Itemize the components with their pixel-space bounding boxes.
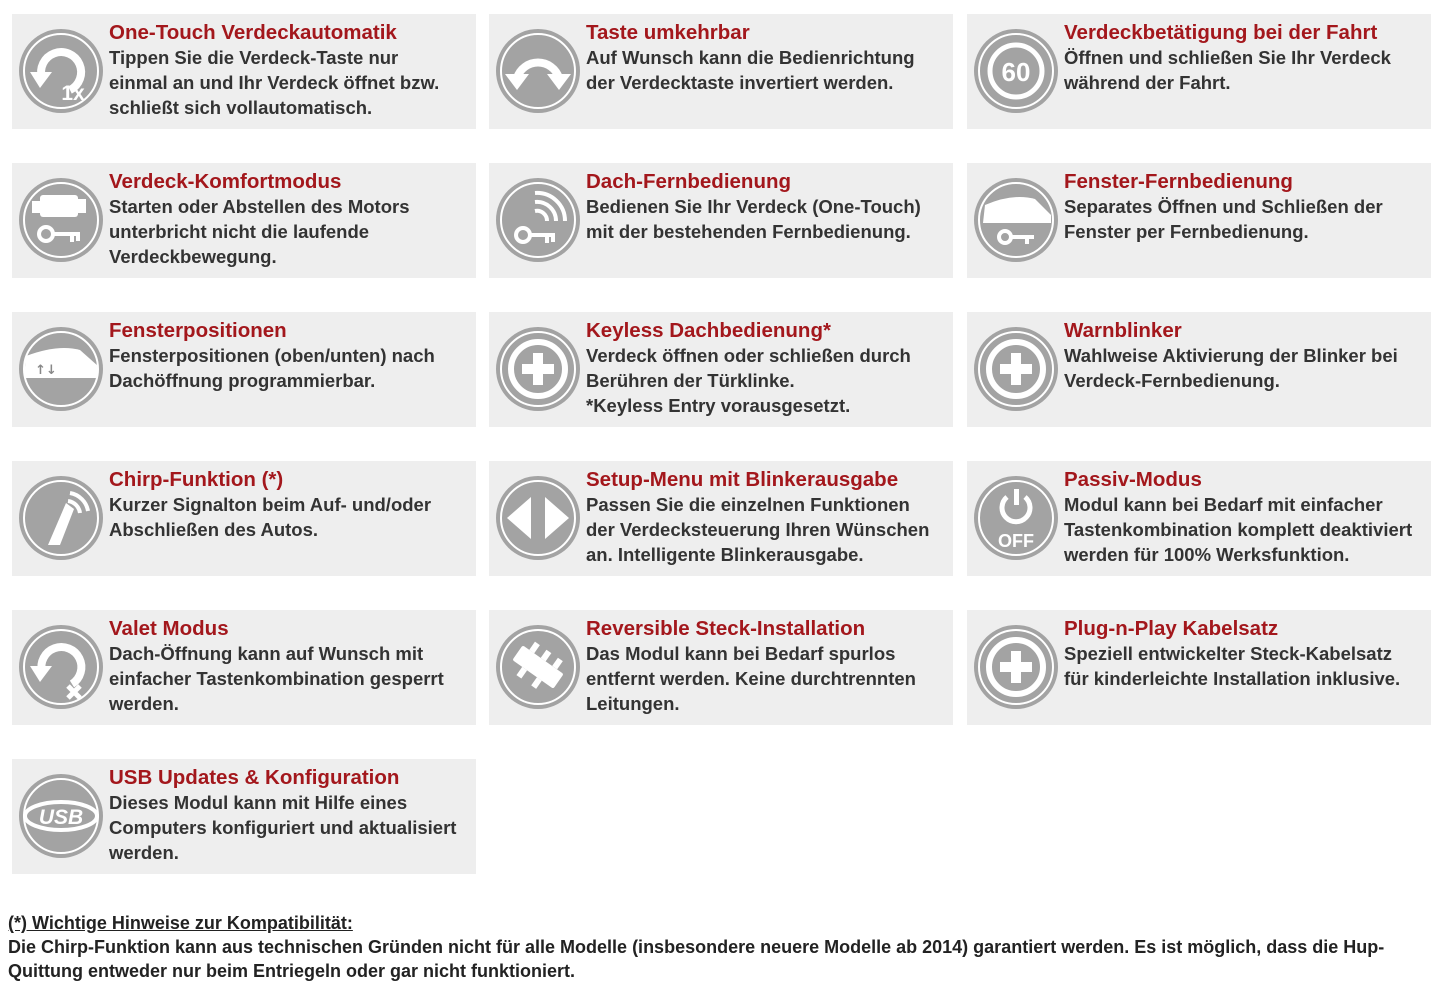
feature-title: One-Touch Verdeckautomatik — [109, 21, 397, 44]
feature-description: Öffnen und schließen Sie Ihr Verdeck während der Fahrt. — [1064, 47, 1391, 93]
feature-title: Verdeck-Komfortmodus — [109, 170, 342, 193]
plus-icon — [973, 326, 1059, 412]
feature-description: Das Modul kann bei Bedarf spurlos entfernt werden. Keine durchtrennten Leitungen. — [586, 643, 916, 714]
setup-arrows-icon — [495, 475, 581, 561]
feature-card-keyless — [489, 312, 953, 427]
icon-60-text: 60 — [1001, 57, 1031, 87]
feature-title: Reversible Steck-Installation — [586, 617, 866, 640]
feature-description: Dach-Öffnung kann auf Wunsch mit einfacher Tastenkombination gesperrt werden. — [109, 643, 444, 714]
speed-60-icon — [973, 28, 1059, 114]
power-off-icon — [973, 475, 1059, 561]
icon-usb-text: USB — [38, 806, 84, 829]
feature-title: USB Updates & Konfiguration — [109, 766, 400, 789]
feature-description: Passen Sie die einzelnen Funktionen der Verdecksteuerung Ihren Wünschen an. Intelligente Blinkerausgabe. — [586, 494, 930, 565]
compatibility-footnote — [8, 911, 1443, 983]
reverse-arrows-icon — [495, 28, 581, 114]
usb-icon — [18, 773, 104, 859]
feature-title: Dach-Fernbedienung — [586, 170, 792, 193]
remote-key-icon — [495, 177, 581, 263]
feature-card-chirp — [12, 461, 476, 576]
plug-icon — [495, 624, 581, 710]
feature-card-window-remote — [967, 163, 1431, 278]
chirp-icon — [18, 475, 104, 561]
feature-title: Valet Modus — [109, 617, 229, 640]
plus-icon — [973, 624, 1059, 710]
feature-description: Auf Wunsch kann die Bedienrichtung der Verdecktaste invertiert werden. — [586, 47, 915, 93]
feature-card-setup — [489, 461, 953, 576]
feature-card-driving — [967, 14, 1431, 129]
feature-title: Setup-Menu mit Blinkerausgabe — [586, 468, 899, 491]
feature-title: Warnblinker — [1064, 319, 1182, 342]
feature-card-reversible — [489, 610, 953, 725]
feature-card-hazard — [967, 312, 1431, 427]
window-key-icon — [973, 177, 1059, 263]
icon-off-text: OFF — [998, 531, 1034, 551]
plus-icon — [495, 326, 581, 412]
feature-card-plug-n-play — [967, 610, 1431, 725]
feature-description: Dieses Modul kann mit Hilfe eines Computers konfiguriert und aktualisiert werden. — [109, 792, 457, 863]
footnote-text: Die Chirp-Funktion kann aus technischen Gründen nicht für alle Modelle (insbesondere neuere Modelle ab 2014) garantiert werden. Es ist möglich, dass die Hup-Quittung entweder nur beim Entriegeln oder gar nicht funktioniert. — [8, 937, 1385, 981]
feature-card-valet — [12, 610, 476, 725]
icon-1x-text: 1x — [61, 82, 85, 105]
one-touch-1x-icon — [18, 28, 104, 114]
feature-card-usb — [12, 759, 476, 874]
engine-key-icon — [18, 177, 104, 263]
feature-card-one-touch — [12, 14, 476, 129]
feature-description: Bedienen Sie Ihr Verdeck (One-Touch) mit der bestehenden Fernbedienung. — [586, 196, 921, 242]
valet-x-icon — [18, 624, 104, 710]
feature-title: Taste umkehrbar — [586, 21, 750, 44]
footnote-heading: (*) Wichtige Hinweise zur Kompatibilität: — [8, 913, 353, 933]
feature-description: Speziell entwickelter Steck-Kabelsatz für kinderleichte Installation inklusive. — [1064, 643, 1401, 689]
feature-title: Fensterpositionen — [109, 319, 287, 342]
feature-title: Keyless Dachbedienung* — [586, 319, 831, 342]
icon-arrows-text: ↑↓ — [35, 363, 57, 378]
feature-title: Plug-n-Play Kabelsatz — [1064, 617, 1279, 640]
feature-title: Fenster-Fernbedienung — [1064, 170, 1293, 193]
feature-title: Verdeckbetätigung bei der Fahrt — [1064, 21, 1378, 44]
feature-description: Fensterpositionen (oben/unten) nach Dachöffnung programmierbar. — [109, 345, 435, 391]
window-position-icon — [18, 326, 104, 412]
feature-description: Modul kann bei Bedarf mit einfacher Tastenkombination komplett deaktiviert werden für 100% Werksfunktion. — [1064, 494, 1413, 565]
feature-description: Starten oder Abstellen des Motors unterbricht nicht die laufende Verdeckbewegung. — [109, 196, 410, 267]
feature-title: Chirp-Funktion (*) — [109, 468, 284, 491]
feature-description: Wahlweise Aktivierung der Blinker bei Verdeck-Fernbedienung. — [1064, 345, 1398, 391]
feature-card-remote — [489, 163, 953, 278]
feature-card-window-positions — [12, 312, 476, 427]
feature-title: Passiv-Modus — [1064, 468, 1202, 491]
feature-description: Tippen Sie die Verdeck-Taste nur einmal an und Ihr Verdeck öffnet bzw. schließt sich vollautomatisch. — [109, 47, 440, 118]
feature-card-passive — [967, 461, 1431, 576]
feature-description: Verdeck öffnen oder schließen durch Berühren der Türklinke. *Keyless Entry vorausgesetzt. — [586, 345, 911, 416]
feature-description: Kurzer Signalton beim Auf- und/oder Abschließen des Autos. — [109, 494, 432, 540]
feature-card-comfort — [12, 163, 476, 278]
feature-description: Separates Öffnen und Schließen der Fenster per Fernbedienung. — [1064, 196, 1383, 242]
feature-card-reverse — [489, 14, 953, 129]
